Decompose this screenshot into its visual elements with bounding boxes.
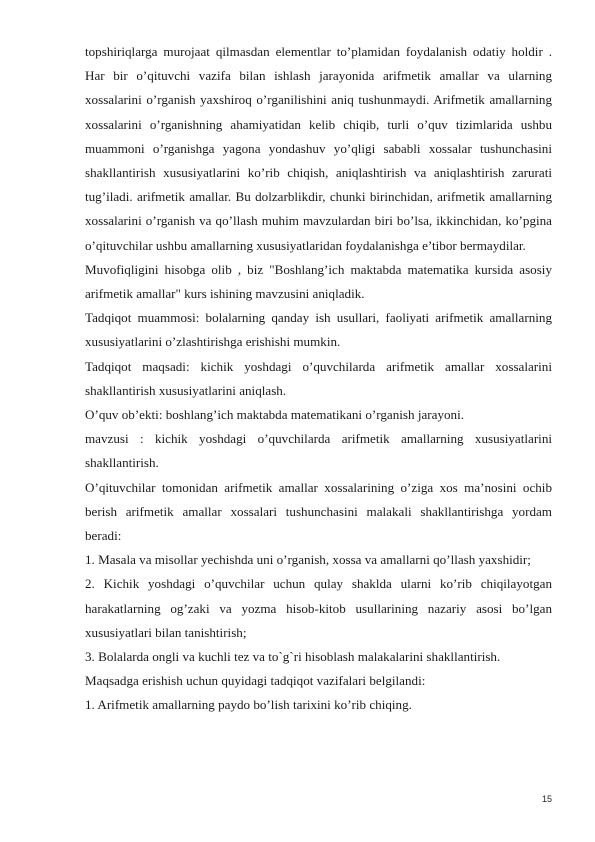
paragraph: Muvofiqligini hisobga olib , biz "Boshlang’ich maktabda matematika kursida asosiy arifmetik amallar" kurs ishining mavzusini aniqladik. (85, 261, 552, 302)
paragraph: O’qituvchilar tomonidan arifmetik amallar xossalarining o’ziga xos ma’nosini ochib berish arifmetik amallar xossalari tushunchasini malakali shakllantirishga yordam beradi: (85, 479, 552, 544)
body-text (85, 40, 552, 718)
paragraph: mavzusi : kichik yoshdagi o’quvchilarda arifmetik amallarning xususiyatlarini shakllantirish. (85, 431, 552, 471)
list-item: 1. Arifmetik amallarning paydo bo’lish tarixini ko’rib chiqing. (85, 697, 412, 713)
list-item: 1. Masala va misollar yechishda uni o’rganish, xossa va amallarni qo’llash yaxshidir; (85, 552, 531, 568)
paragraph: topshiriqlarga murojaat qilmasdan elementlar to’plamidan foydalanish odatiy holdir . Har bir o’qituvchi vazifa bilan ishlash jarayonida arifmetik amallar va ularning xossalarini o’rganish yaxshiroq o’rganilishini aniq tushunmaydi. Arifmetik amallarning xossalarini o’rganishning ahamiyatidan kelib chiqib, turli o’quv tizimlarida ushbu muammoni o’rganishga yagona yondashuv yo’qligi sababli xossalar tushunchasini shakllantirish xususiyatlarini ko’rib chiqish, aniqlashtirish va aniqlashtirish zarurati tug’iladi. arifmetik amallar. Bu dolzarblikdir, chunki birinchidan, arifmetik amallarning xossalarini o’rganish va qo’llash muhim mavzulardan biri bo’lsa, ikkinchidan, ko’pgina o’qituvchilar ushbu amallarning xususiyatlaridan foydalanishga e’tibor bermaydilar. (85, 44, 552, 253)
paragraph: O’quv ob’ekti: boshlang’ich maktabda matematikani o’rganish jarayoni. (85, 407, 465, 423)
paragraph: Tadqiqot maqsadi: kichik yoshdagi o’quvchilarda arifmetik amallar xossalarini shakllantirish xususiyatlarini aniqlash. (85, 358, 552, 398)
paragraph: Maqsadga erishish uchun quyidagi tadqiqot vazifalari belgilandi: (85, 673, 426, 689)
paragraph: Tadqiqot muammosi: bolalarning qanday ish usullari, faoliyati arifmetik amallarning xususiyatlarini o’zlashtirishga erishishi mumkin. (85, 310, 552, 350)
page-number: 15 (541, 794, 552, 804)
list-item: 3. Bolalarda ongli va kuchli tez va to`g`ri hisoblash malakalarini shakllantirish. (85, 649, 501, 665)
list-item: 2. Kichik yoshdagi o’quvchilar uchun qulay shaklda ularni ko’rib chiqilayotgan harakatlarning og’zaki va yozma hisob-kitob usullarining nazariy asosi bo’lgan xususiyatlari bilan tanishtirish; (85, 576, 552, 640)
